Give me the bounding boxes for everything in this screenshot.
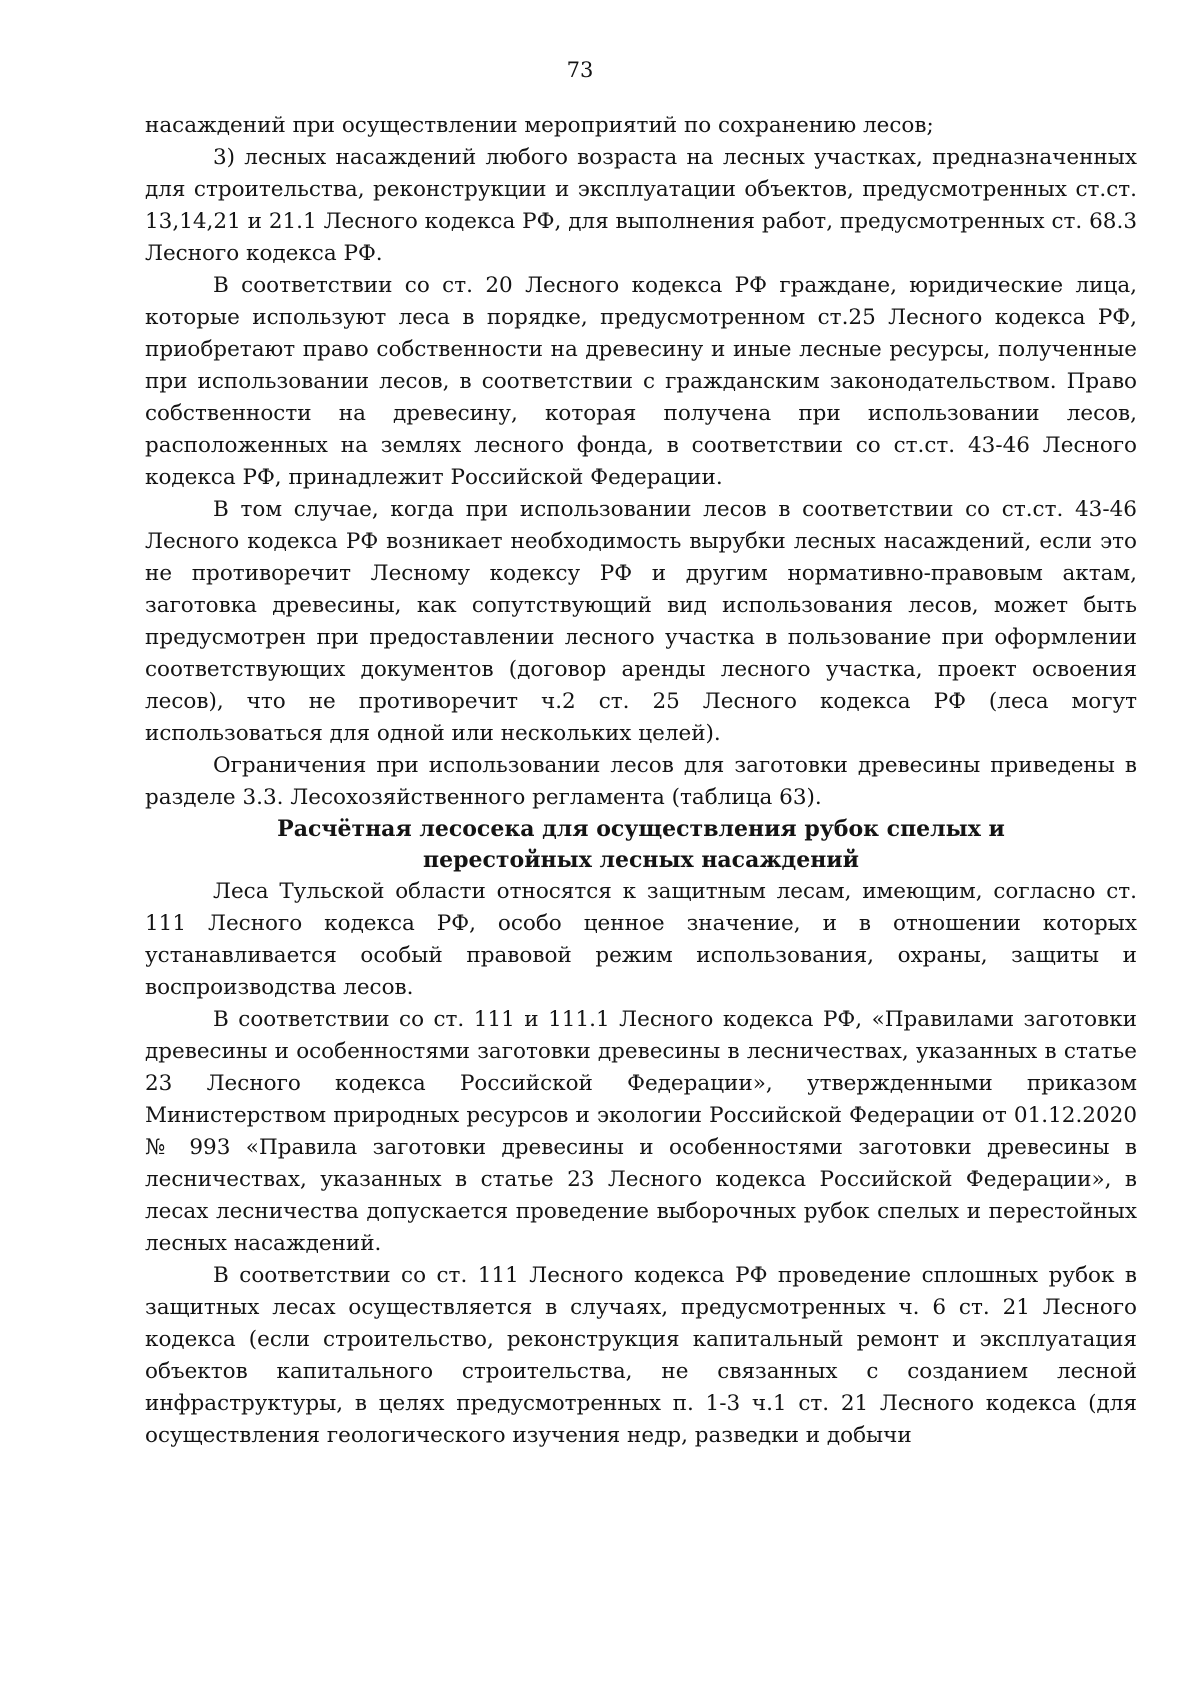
paragraph: В соответствии со ст. 20 Лесного кодекса РФ граждане, юридические лица, которые используют леса в порядке, предусмотренном ст.25 Лесного кодекса РФ, приобретают право собственности на древесину и иные лесные ресурсы, полученные при использовании лесов, в соответствии с гражданским законодательством. Право собственности на древесину, которая получена при использовании лесов, расположенных на землях лесного фонда, в соответствии со ст.ст. 43-46 Лесного кодекса РФ, принадлежит Российской Федерации. [145, 273, 1137, 490]
page-number: 73 [566, 58, 594, 82]
paragraph: Леса Тульской области относятся к защитным лесам, имеющим, согласно ст. 111 Лесного кодекса РФ, особо ценное значение, и в отношении которых устанавливается особый правовой режим использования, охраны, защиты и воспроизводства лесов. [145, 879, 1137, 1000]
paragraph: В соответствии со ст. 111 и 111.1 Лесного кодекса РФ, «Правилами заготовки древесины и особенностями заготовки древесины в лесничествах, указанных в статье 23 Лесного кодекса Российской Федерации», утвержденными приказом Министерством природных ресурсов и экологии Российской Федерации от 01.12.2020 № 993 «Правила заготовки древесины и особенностями заготовки древесины в лесничествах, указанных в статье 23 Лесного кодекса Российской Федерации», в лесах лесничества допускается проведение выборочных рубок спелых и перестойных лесных насаждений. [145, 1007, 1137, 1256]
paragraph: 3) лесных насаждений любого возраста на лесных участках, предназначенных для строительства, реконструкции и эксплуатации объектов, предусмотренных ст.ст. 13,14,21 и 21.1 Лесного кодекса РФ, для выполнения работ, предусмотренных ст. 68.3 Лесного кодекса РФ. [145, 145, 1137, 266]
section-heading-line: перестойных лесных насаждений [423, 847, 859, 873]
paragraph: В том случае, когда при использовании лесов в соответствии со ст.ст. 43-46 Лесного кодекса РФ возникает необходимость вырубки лесных насаждений, если это не противоречит Лесному кодексу РФ и другим нормативно-правовым актам, заготовка древесины, как сопутствующий вид использования лесов, может быть предусмотрен при предоставлении лесного участка в пользование при оформлении соответствующих документов (договор аренды лесного участка, проект освоения лесов), что не противоречит ч.2 ст. 25 Лесного кодекса РФ (леса могут использоваться для одной или нескольких целей). [145, 497, 1137, 746]
paragraph: В соответствии со ст. 111 Лесного кодекса РФ проведение сплошных рубок в защитных лесах осуществляется в случаях, предусмотренных ч. 6 ст. 21 Лесного кодекса (если строительство, реконструкция капитальный ремонт и эксплуатация объектов капитального строительства, не связанных с созданием лесной инфраструктуры, в целях предусмотренных п. 1-3 ч.1 ст. 21 Лесного кодекса (для осуществления геологического изучения недр, разведки и добычи [145, 1263, 1137, 1448]
body-text [145, 110, 1137, 1452]
paragraph: Ограничения при использовании лесов для заготовки древесины приведены в разделе 3.3. Лесохозяйственного регламента (таблица 63). [145, 753, 1137, 810]
paragraph: насаждений при осуществлении мероприятий по сохранению лесов; [145, 113, 934, 138]
section-heading [145, 814, 1137, 876]
section-heading-line: Расчётная лесосека для осуществления рубок спелых и [277, 816, 1005, 842]
